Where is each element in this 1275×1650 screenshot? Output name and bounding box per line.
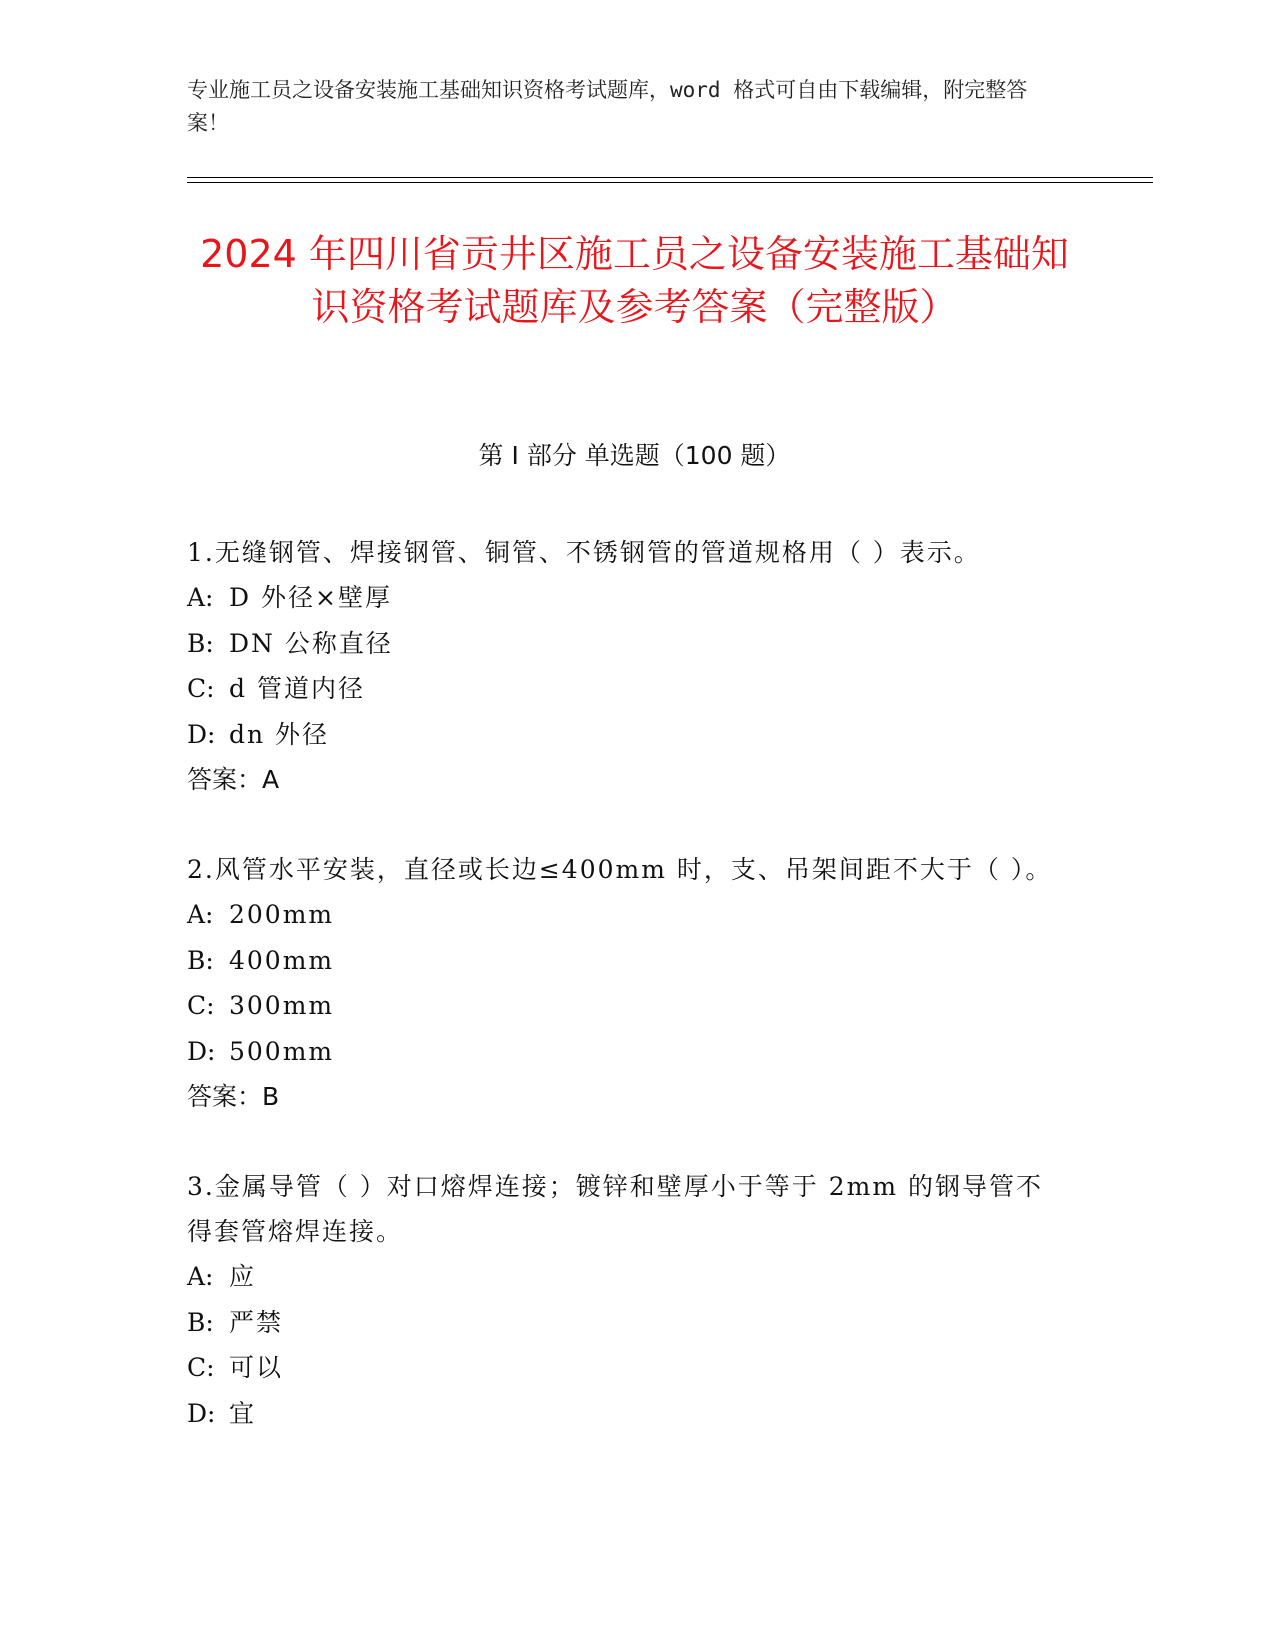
- option-letter: A:: [187, 583, 214, 612]
- option-text: 500mm: [229, 1036, 335, 1066]
- option-letter: B:: [187, 628, 214, 658]
- option-b: [187, 1300, 1067, 1346]
- option-c: [187, 1345, 1067, 1391]
- option-letter: C:: [187, 991, 215, 1020]
- option-a: [187, 1254, 1067, 1300]
- option-c: [187, 666, 1067, 712]
- option-letter: C:: [187, 1353, 215, 1382]
- header-divider-top: [187, 177, 1153, 178]
- question-stem: 3.金属导管（ ）对口熔焊连接；镀锌和壁厚小于等于 2mm 的钢导管不得套管熔焊连接。: [187, 1172, 1044, 1246]
- option-a: [187, 575, 1067, 621]
- answer-line: 答案：A: [187, 765, 280, 794]
- option-text: 应: [229, 1262, 257, 1291]
- option-letter: B:: [187, 945, 214, 975]
- option-letter: A:: [187, 900, 214, 929]
- option-text: 可以: [229, 1353, 284, 1382]
- header-note: 专业施工员之设备安装施工基础知识资格考试题库，word 格式可自由下载编辑，附完整答案！: [187, 78, 1028, 135]
- option-text: 200mm: [229, 900, 335, 929]
- option-b: [187, 938, 1067, 984]
- answer-line: 答案：B: [187, 1082, 280, 1111]
- question-item: [187, 847, 1067, 1119]
- header-divider-bottom: [187, 182, 1153, 183]
- option-letter: A:: [187, 1262, 214, 1291]
- question-item: [187, 1164, 1067, 1436]
- option-text: 400mm: [229, 945, 335, 975]
- option-text: DN 公称直径: [229, 628, 393, 658]
- question-stem: 1.无缝钢管、焊接钢管、铜管、不锈钢管的管道规格用（ ）表示。: [187, 538, 981, 567]
- option-text: D 外径×壁厚: [229, 583, 392, 612]
- section-heading: 第 I 部分 单选题（100 题）: [478, 441, 791, 470]
- question-list: [187, 530, 1067, 1481]
- option-d: [187, 1391, 1067, 1437]
- option-text: 严禁: [229, 1307, 284, 1337]
- option-letter: C:: [187, 674, 215, 703]
- option-letter: B:: [187, 1307, 214, 1337]
- option-d: [187, 1029, 1067, 1075]
- option-letter: D:: [187, 1036, 216, 1066]
- option-a: [187, 892, 1067, 938]
- option-text: dn 外径: [229, 719, 330, 749]
- option-text: 300mm: [229, 991, 335, 1020]
- option-letter: D:: [187, 719, 216, 749]
- option-d: [187, 712, 1067, 758]
- option-c: [187, 983, 1067, 1029]
- question-stem: 2.风管水平安装，直径或长边≤400mm 时，支、吊架间距不大于（ ）。: [187, 855, 1053, 884]
- option-text: 宜: [229, 1398, 257, 1428]
- document-title: 2024 年四川省贡井区施工员之设备安装施工基础知识资格考试题库及参考答案（完整版）: [200, 232, 1069, 329]
- option-text: d 管道内径: [229, 674, 365, 703]
- question-item: [187, 530, 1067, 802]
- option-b: [187, 621, 1067, 667]
- option-letter: D:: [187, 1398, 216, 1428]
